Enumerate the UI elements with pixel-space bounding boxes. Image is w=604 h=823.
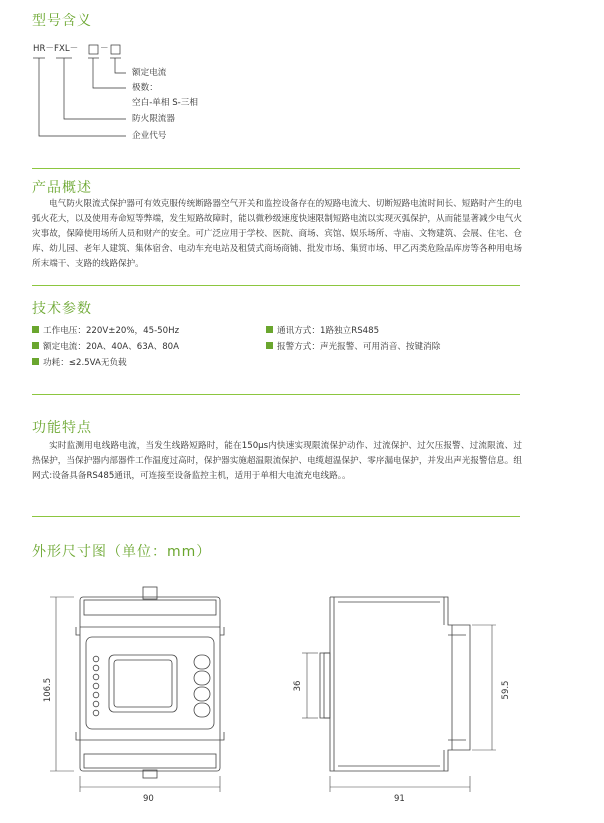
features-text-body: 实时监测用电线路电流，当发生线路短路时，能在150μs内快速实现限流保护动作、过流保护、过欠压报警、过流限流、过热保护，当保护器内部器件工作温度过高时，保护器实施超温限流保护、电缆超温保护、零序漏电保护，并发出声光报警信息。组网式:设备具备RS485通讯，可连接至设备监控主机，适用于单相大电流充电线路。。 [32,441,522,481]
side-height-label: 59.5 [501,680,511,700]
side-view [320,597,470,771]
side-width-label: 91 [394,794,405,804]
model-code-dash: － [100,44,109,54]
model-label-poles: 极数： [132,83,158,93]
spec-power: 功耗：≤2.5VA无负载 [32,357,127,369]
side-rail-label: 36 [293,680,303,692]
overview-title: 产品概述 [32,180,92,196]
spec-alarm: 报警方式：声光报警、可用消音、按键消除 [266,341,440,353]
spec-voltage: 工作电压：220V±20%，45-50Hz [32,325,179,337]
front-view [76,587,224,778]
features-title: 功能特点 [32,420,92,436]
model-label-limiter: 防火限流器 [132,114,175,124]
overview-text-body: 电气防火限流式保护器可有效克服传统断路器空气开关和监控设备存在的短路电流大、切断短路电流时间长、短路时产生的电弧火花大，以及使用寿命短等弊端，发生短路故障时，能以微秒级速度快速限制短路电流以实现灭弧保护，从而能显著减少电气火灾事故，保障使用场所人员和财产的安全。可广泛应用于学校、医院、商场、宾馆、娱乐场所、寺庙、文物建筑、会展、住宅、仓库、幼儿园、老年人建筑、集体宿舍、电动车充电站及租赁式商场商铺、批发市场、集贸市场、甲乙丙类危险品库房等各种用电场所末端干、支路的线路保护。 [32,199,522,269]
model-label-phase: 空白-单相 S-三相 [132,98,198,108]
model-code-prefix: HR－FXL－ [33,44,79,54]
spec-current: 额定电流：20A、40A、63A、80A [32,341,179,353]
front-width-label: 90 [143,794,154,804]
spec-comm: 通讯方式：1路独立RS485 [266,325,379,337]
model-label-company: 企业代号 [132,131,167,141]
model-title: 型号含义 [32,13,92,29]
front-height-label: 106.5 [43,677,53,703]
specs-title: 技术参数 [32,301,92,317]
model-label-current: 额定电流 [132,68,167,78]
dimensions-title: 外形尺寸图（单位：mm） [32,544,212,560]
